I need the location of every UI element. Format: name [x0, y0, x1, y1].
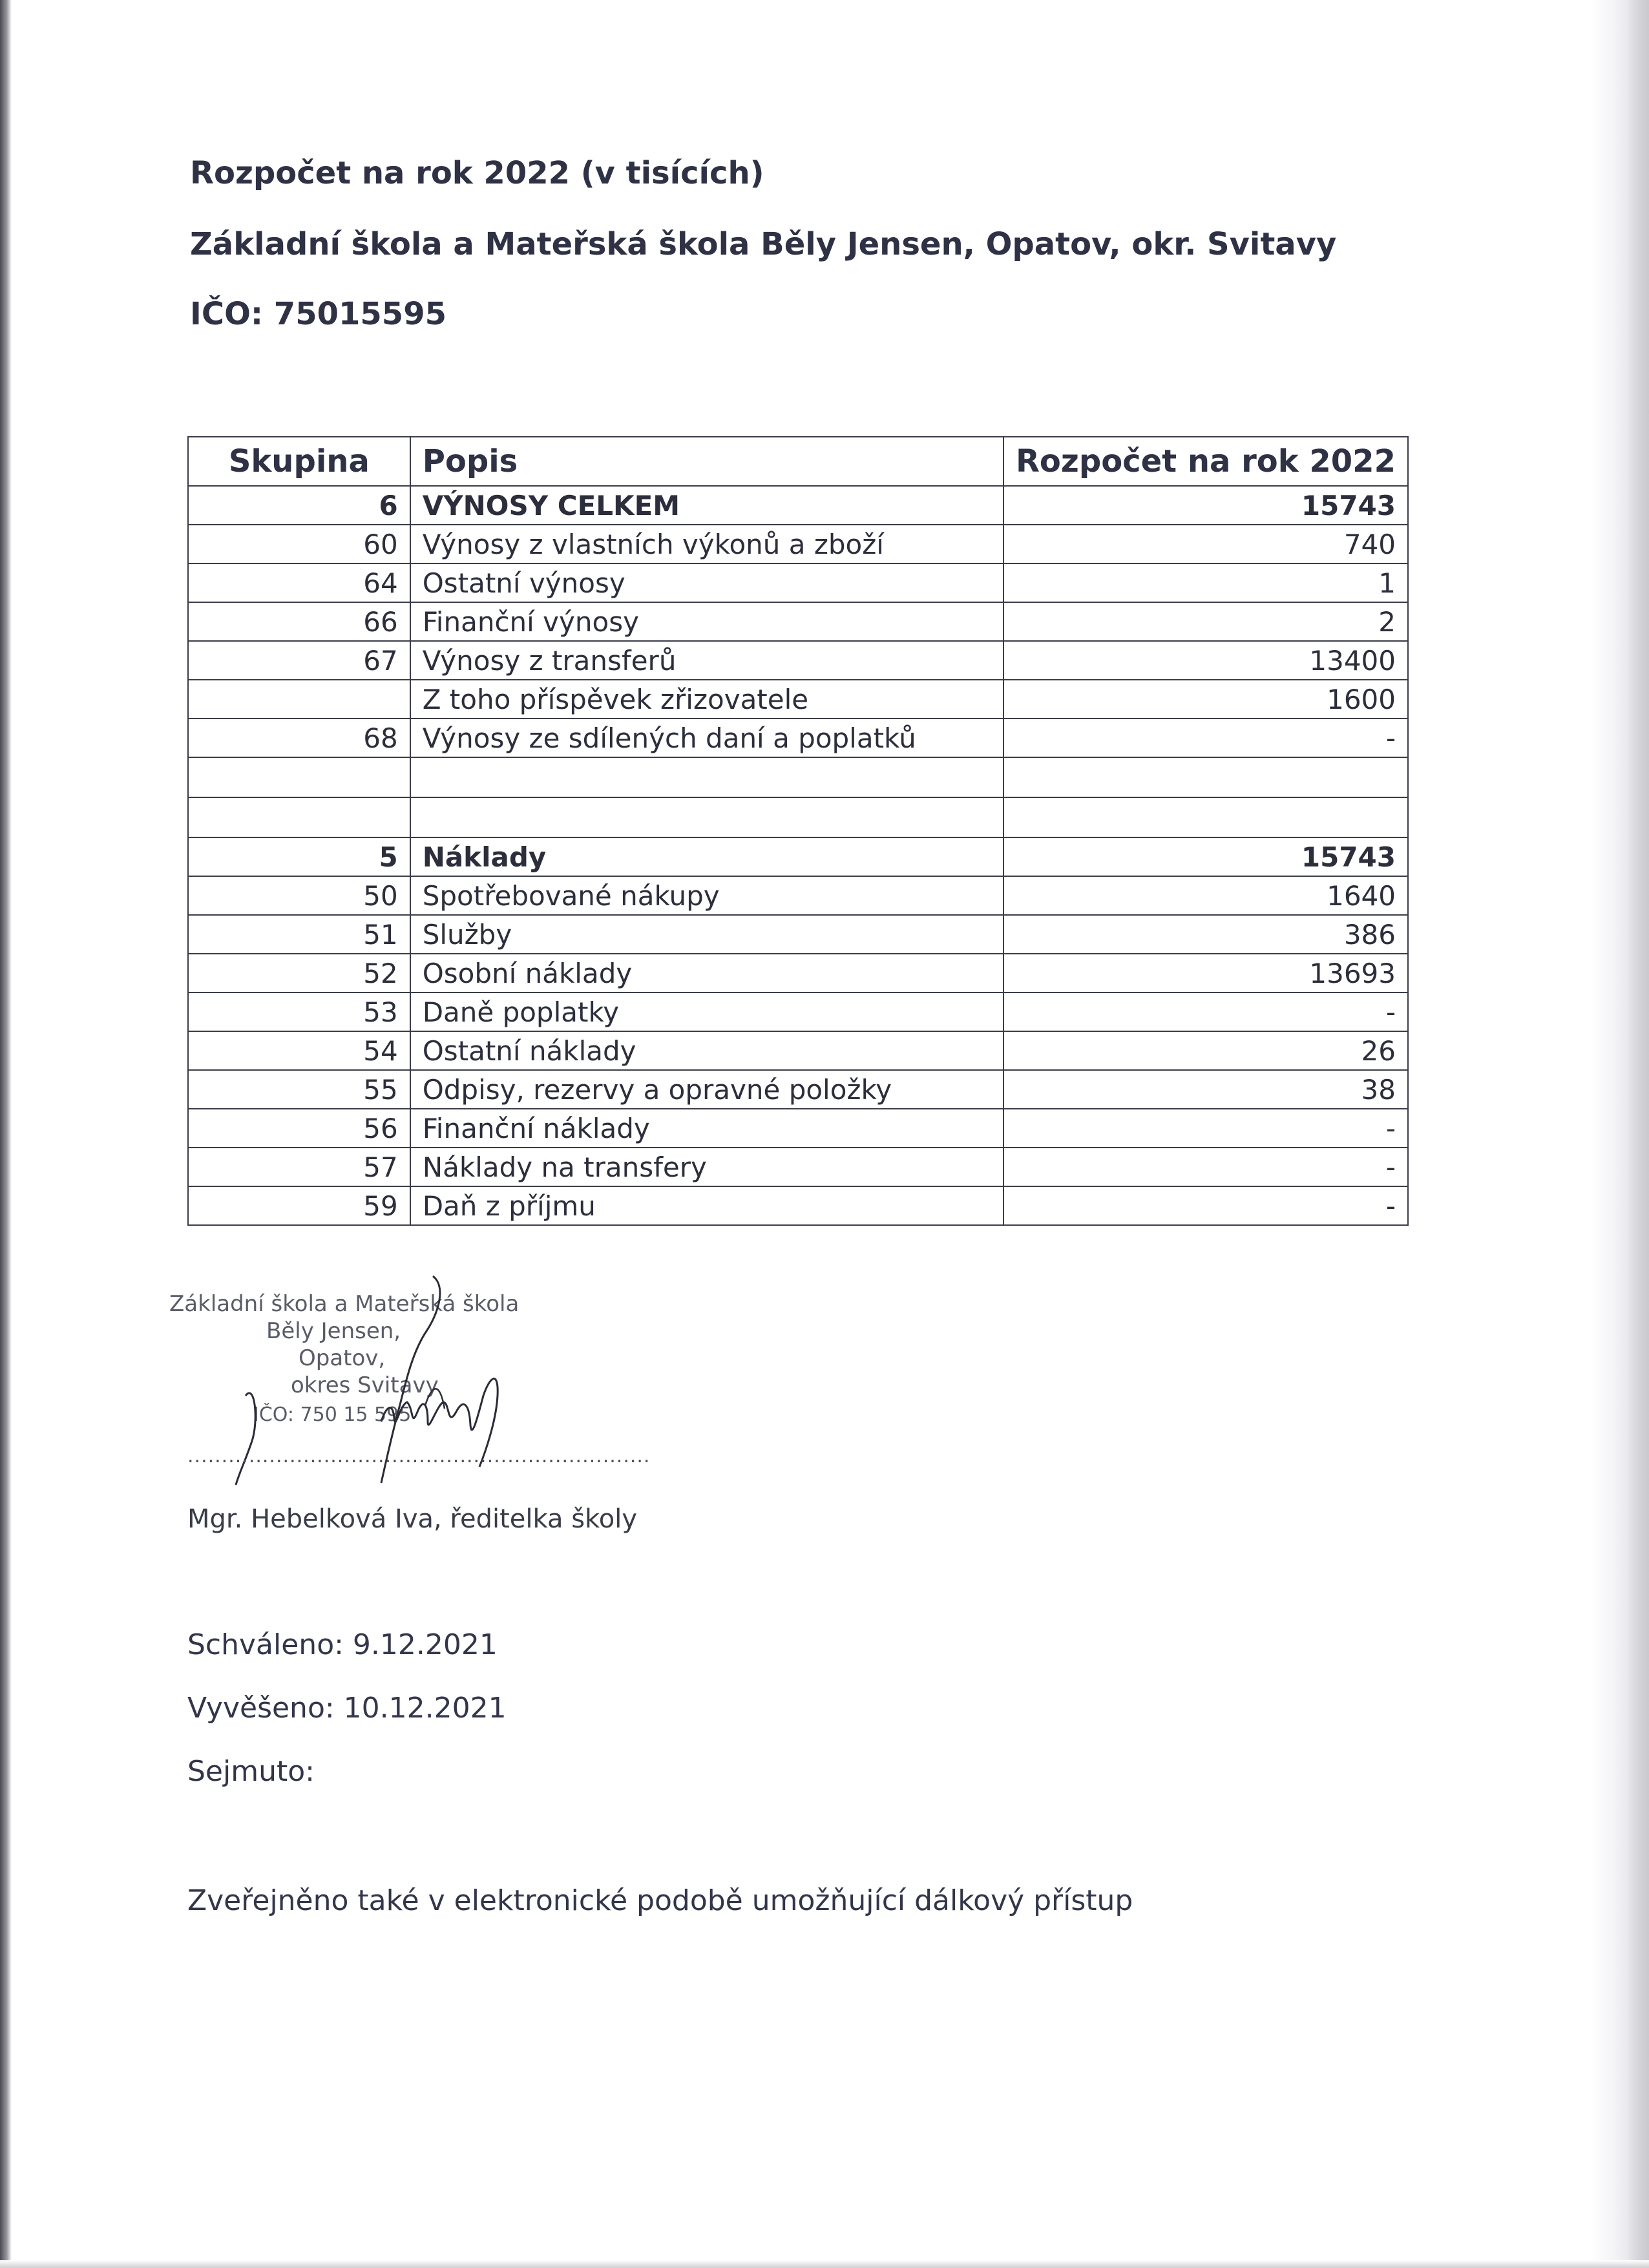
row-group: 67 [188, 641, 410, 680]
table-row [188, 1186, 1408, 1225]
row-amount: 1 [1003, 563, 1408, 602]
row-description: Z toho příspěvek zřizovatele [410, 680, 1003, 719]
table-row [188, 1031, 1408, 1070]
table-row [188, 641, 1408, 680]
row-amount [1003, 797, 1408, 837]
stamp-line: Základní škola a Mateřská škola [169, 1291, 520, 1317]
table-row [188, 563, 1408, 602]
scan-edge-left [0, 0, 12, 2268]
stamp-line: Opatov, [299, 1345, 386, 1371]
table-row-empty [188, 757, 1408, 797]
table-row [188, 915, 1408, 954]
row-description [410, 757, 1003, 797]
publication-note: Zveřejněno také v elektronické podobě umožňující dálkový přístup [187, 1884, 1133, 1917]
row-amount: 13693 [1003, 954, 1408, 992]
row-amount: 740 [1003, 525, 1408, 563]
table-row [188, 1070, 1408, 1109]
scan-edge-right-shadow [1627, 0, 1649, 2268]
ico-number: IČO: 75015595 [190, 296, 446, 332]
school-name: Základní škola a Mateřská škola Běly Jensen, Opatov, okr. Svitavy [190, 226, 1337, 262]
row-description: Odpisy, rezervy a opravné položky [410, 1070, 1003, 1109]
row-group [188, 757, 410, 797]
signature-line: .................................................................... [187, 1445, 651, 1467]
table-row [188, 876, 1408, 915]
approved-date: Schváleno: 9.12.2021 [187, 1628, 498, 1661]
row-description: Daně poplatky [410, 992, 1003, 1031]
table-row [188, 1109, 1408, 1148]
row-description: Ostatní výnosy [410, 563, 1003, 602]
row-group: 54 [188, 1031, 410, 1070]
row-group: 57 [188, 1148, 410, 1186]
stamp-line: okres Svitavy [291, 1372, 439, 1398]
table-row-empty [188, 797, 1408, 837]
row-description: Osobní náklady [410, 954, 1003, 992]
row-amount: 38 [1003, 1070, 1408, 1109]
row-description: Náklady [410, 837, 1003, 876]
row-group: 56 [188, 1109, 410, 1148]
row-amount: - [1003, 719, 1408, 757]
row-amount: 13400 [1003, 641, 1408, 680]
signer-name: Mgr. Hebelková Iva, ředitelka školy [187, 1504, 638, 1534]
row-description: Výnosy z vlastních výkonů a zboží [410, 525, 1003, 563]
row-group: 5 [188, 837, 410, 876]
row-description: Služby [410, 915, 1003, 954]
row-amount: 26 [1003, 1031, 1408, 1070]
row-amount: - [1003, 1186, 1408, 1225]
table-header-row [188, 437, 1408, 486]
row-group: 51 [188, 915, 410, 954]
row-description: Náklady na transfery [410, 1148, 1003, 1186]
row-description: Ostatní náklady [410, 1031, 1003, 1070]
row-description: VÝNOSY CELKEM [410, 486, 1003, 525]
row-description [410, 797, 1003, 837]
row-group: 50 [188, 876, 410, 915]
column-header-group: Skupina [188, 437, 410, 486]
row-amount: - [1003, 1148, 1408, 1186]
row-group: 59 [188, 1186, 410, 1225]
scan-edge-bottom [0, 2260, 1649, 2268]
row-group: 60 [188, 525, 410, 563]
budget-table [187, 436, 1409, 1226]
column-header-description: Popis [410, 437, 1003, 486]
row-group: 6 [188, 486, 410, 525]
removed-date: Sejmuto: [187, 1755, 315, 1788]
table-row [188, 954, 1408, 992]
row-group: 66 [188, 602, 410, 641]
row-description: Finanční náklady [410, 1109, 1003, 1148]
row-amount: - [1003, 992, 1408, 1031]
row-amount: 15743 [1003, 837, 1408, 876]
row-amount [1003, 757, 1408, 797]
table-row [188, 992, 1408, 1031]
row-description: Výnosy ze sdílených daní a poplatků [410, 719, 1003, 757]
stamp-line: IČO: 750 15 595 [253, 1403, 412, 1426]
row-description: Finanční výnosy [410, 602, 1003, 641]
stamp-line: Běly Jensen, [266, 1318, 401, 1344]
document-title: Rozpočet na rok 2022 (v tisících) [190, 155, 764, 191]
row-description: Daň z příjmu [410, 1186, 1003, 1225]
row-group: 53 [188, 992, 410, 1031]
row-amount: - [1003, 1109, 1408, 1148]
row-group: 68 [188, 719, 410, 757]
table-row [188, 680, 1408, 719]
row-group: 64 [188, 563, 410, 602]
column-header-budget: Rozpočet na rok 2022 [1003, 437, 1408, 486]
posted-date: Vyvěšeno: 10.12.2021 [187, 1692, 507, 1725]
row-amount: 1600 [1003, 680, 1408, 719]
table-row [188, 602, 1408, 641]
row-amount: 386 [1003, 915, 1408, 954]
table-row [188, 719, 1408, 757]
row-amount: 2 [1003, 602, 1408, 641]
row-group: 55 [188, 1070, 410, 1109]
row-group [188, 680, 410, 719]
row-group [188, 797, 410, 837]
row-description: Spotřebované nákupy [410, 876, 1003, 915]
row-description: Výnosy z transferů [410, 641, 1003, 680]
table-row [188, 525, 1408, 563]
table-row [188, 486, 1408, 525]
table-row [188, 837, 1408, 876]
table-row [188, 1148, 1408, 1186]
row-amount: 1640 [1003, 876, 1408, 915]
row-amount: 15743 [1003, 486, 1408, 525]
row-group: 52 [188, 954, 410, 992]
